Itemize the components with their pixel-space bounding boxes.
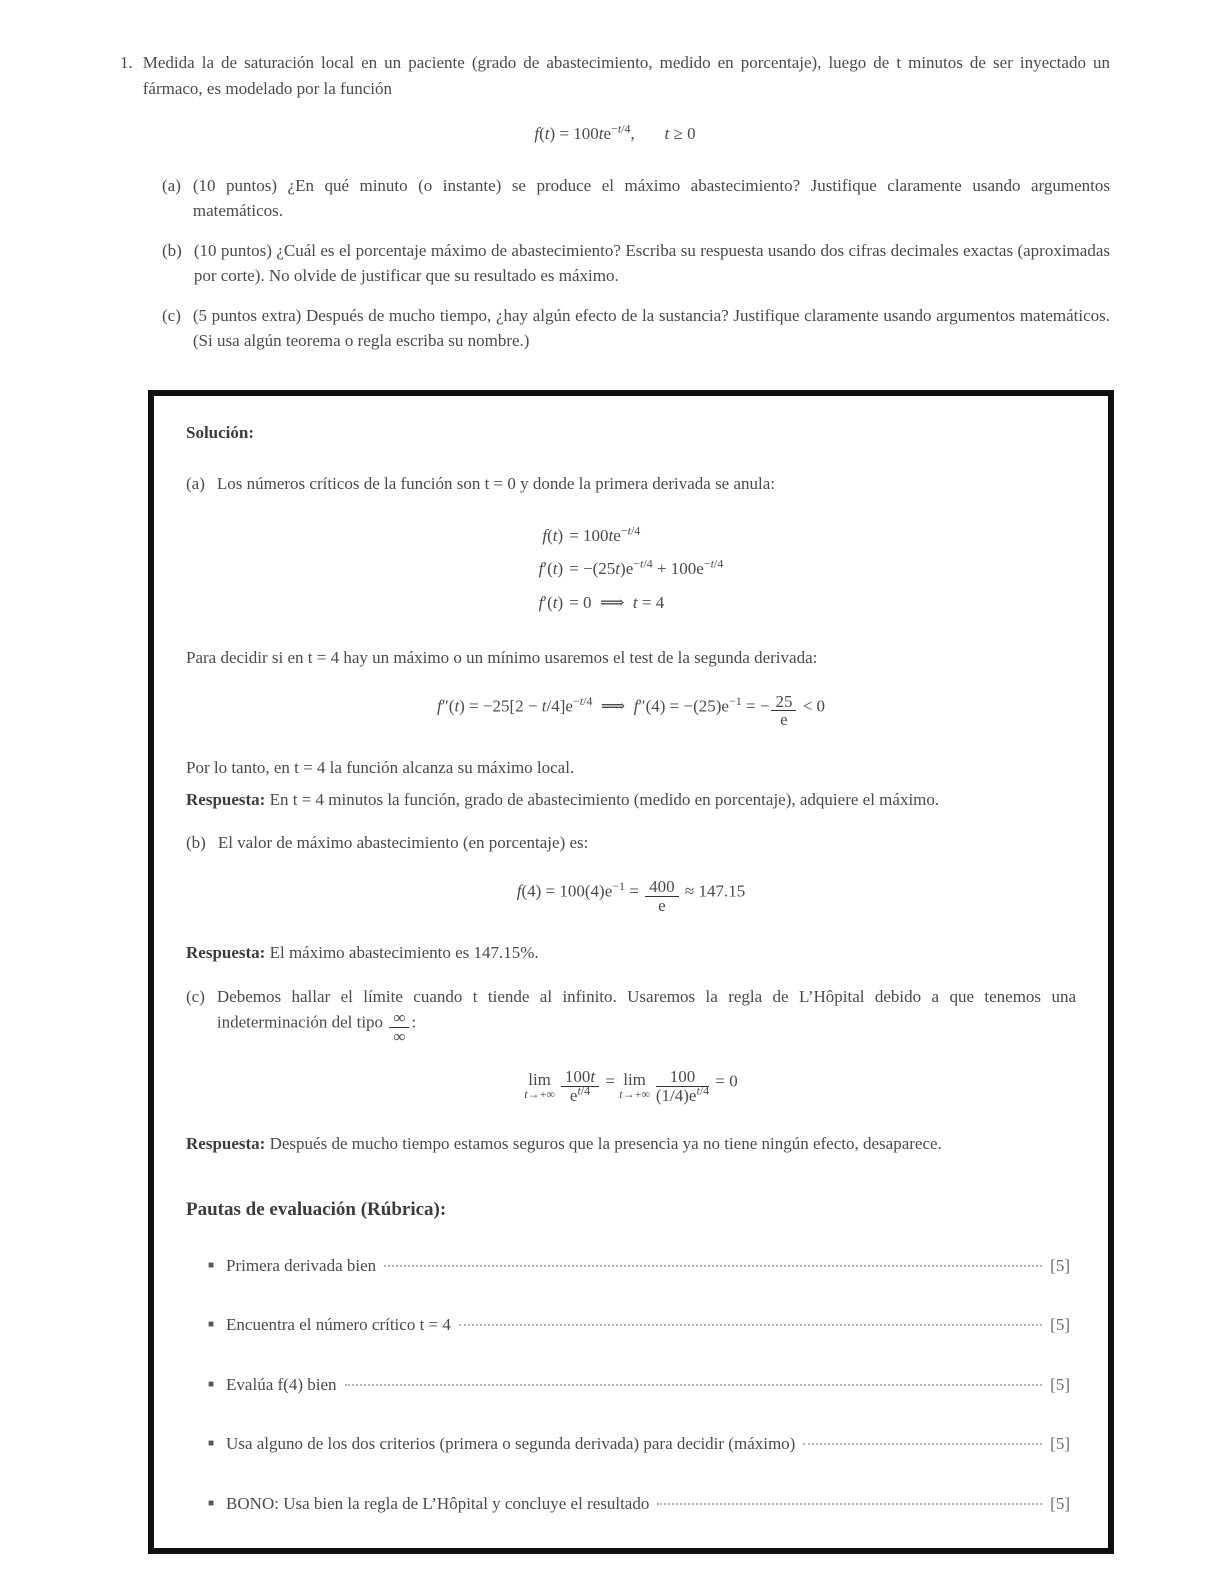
bullet-icon: ■ [208, 1378, 215, 1390]
second-derivative-test-text: Para decidir si en t = 4 hay un máximo o un mínimo usaremos el test de la segunda derivada: [186, 648, 818, 667]
rubric-item-2 [208, 1312, 1070, 1338]
rubric-item-3 [208, 1372, 1070, 1398]
rubric-item-2-text: Encuentra el número crítico t = 4 [226, 1315, 451, 1335]
part-b-text: (10 puntos) ¿Cuál es el porcentaje máximo de abastecimiento? Escriba su respuesta usando dos cifras decimales exactas (aproximadas por corte). No olvide de justificar que su resultado es máximo. [193, 240, 1110, 285]
eq-critical-lhs: f′(t) [538, 592, 564, 612]
solution-c-intro: Debemos hallar el límite cuando t tiende al infinito. Usaremos la regla de L’Hôpital debido a que tenemos una indeterminación del tipo ∞ ∞ : [216, 986, 1076, 1047]
part-c-label: (c) [162, 305, 181, 325]
bullet-icon: ■ [208, 1497, 215, 1509]
dotted-leader [657, 1503, 1042, 1505]
rubric-item-4-points: [5] [1050, 1434, 1070, 1454]
problem-parts [162, 173, 1110, 354]
solution-part-a [186, 471, 1076, 497]
solution-c-label: (c) [186, 986, 205, 1006]
answer-b-label: Respuesta: [186, 943, 266, 963]
answer-b [186, 940, 1076, 966]
dotted-leader [459, 1324, 1042, 1326]
maximum-value-equation: $f(4) = 100(4)e^{-1}$ = $\frac{400}{e}$ ≈ 147.15 [516, 876, 746, 915]
rubric-item-3-points: [5] [1050, 1374, 1070, 1394]
solution-part-c [186, 984, 1076, 1046]
bullet-icon: ■ [208, 1438, 215, 1450]
answer-a [186, 787, 1076, 813]
part-b [162, 238, 1110, 289]
rubric-item-3-text: Evalúa f(4) bien [226, 1374, 337, 1394]
dotted-leader [384, 1265, 1042, 1267]
eq-critical-rhs: = 0 ⟹ t = 4 [569, 592, 665, 612]
problem-formula: $f(t) = 100te^{-t/4}$, t ≥ 0 [534, 121, 696, 143]
document-page [120, 50, 1110, 1554]
answer-a-text: En t = 4 minutos la función, grado de abastecimiento (medido en porcentaje), adquiere el máximo. [269, 789, 940, 809]
rubric-title: Pautas de evaluación (Rúbrica): [186, 1199, 447, 1221]
problem-statement [120, 50, 1110, 101]
bullet-icon: ■ [208, 1259, 215, 1271]
eq-f-lhs: f(t) [542, 525, 564, 545]
rubric-item-4-text: Usa alguno de los dos criterios (primera o segunda derivada) para decidir (máximo) [226, 1434, 796, 1454]
solution-b-intro: El valor de máximo abastecimiento (en porcentaje) es: [217, 833, 589, 853]
limit-equation: lim t→+∞ $\frac{100t}{e^{t/4}}$ = lim t→+∞ $\frac{100}{(1/4)e^{t/4}}$ = 0 [524, 1067, 738, 1105]
answer-b-text: El máximo abastecimiento es 147.15%. [269, 943, 539, 963]
rubric-item-5-text: BONO: Usa bien la regla de L’Hôpital y concluye el resultado [226, 1493, 650, 1513]
part-a [162, 173, 1110, 224]
rubric-item-1 [208, 1253, 1070, 1279]
second-derivative-equation: $f''(t) = -25[2 - t/4]e^{-t/4}$ ⟹ $f''(4) = -(25)e^{-1}$ = − $\frac{25}{e}$ < 0 [436, 691, 826, 730]
answer-c [186, 1131, 1076, 1157]
solution-title: Solución: [186, 422, 255, 442]
dotted-leader [803, 1443, 1042, 1445]
problem-text: Medida la de saturación local en un paciente (grado de abastecimiento, medido en porcentaje), luego de t minutos de ser inyectado un fármaco, es modelado por la función [142, 53, 1110, 98]
eq-fprime-lhs: f′(t) [538, 559, 564, 578]
maximum-conclusion: Por lo tanto, en t = 4 la función alcanza su máximo local. [186, 758, 575, 778]
part-a-label: (a) [162, 175, 181, 195]
bullet-icon: ■ [208, 1319, 215, 1331]
solution-a-intro: Los números críticos de la función son t = 0 y donde la primera derivada se anula: [216, 474, 776, 493]
part-c-text: (5 puntos extra) Después de mucho tiempo, ¿hay algún efecto de la sustancia? Justifique claramente usando argumentos matemáticos. (Si usa algún teorema o regla escriba su nombre.) [192, 305, 1110, 350]
part-b-label: (b) [162, 240, 182, 260]
dotted-leader [345, 1384, 1043, 1386]
answer-c-label: Respuesta: [186, 1133, 266, 1153]
solution-box [148, 390, 1114, 1555]
rubric-item-1-text: Primera derivada bien [226, 1255, 377, 1275]
rubric-item-1-points: [5] [1050, 1255, 1070, 1275]
eq-fprime-rhs: = $-(25t)e^{-t/4} + 100e^{-t/4}$ [569, 556, 724, 578]
rubric-item-5 [208, 1491, 1070, 1517]
rubric-item-5-points: [5] [1050, 1493, 1070, 1513]
problem-number: 1. [120, 53, 133, 72]
solution-part-b [186, 830, 1076, 856]
answer-a-label: Respuesta: [186, 789, 266, 809]
derivative-equations [186, 519, 1076, 620]
rubric-item-4 [208, 1431, 1070, 1457]
answer-c-text: Después de mucho tiempo estamos seguros que la presencia ya no tiene ningún efecto, desaparece. [269, 1133, 942, 1153]
part-c [162, 303, 1110, 354]
eq-f-rhs: = $100te^{-t/4}$ [569, 522, 641, 545]
solution-b-label: (b) [186, 833, 206, 853]
rubric-item-2-points: [5] [1050, 1315, 1070, 1335]
solution-a-label: (a) [186, 474, 205, 493]
part-a-text: (10 puntos) ¿En qué minuto (o instante) se produce el máximo abastecimiento? Justifique claramente usando argumentos matemáticos. [192, 175, 1110, 220]
